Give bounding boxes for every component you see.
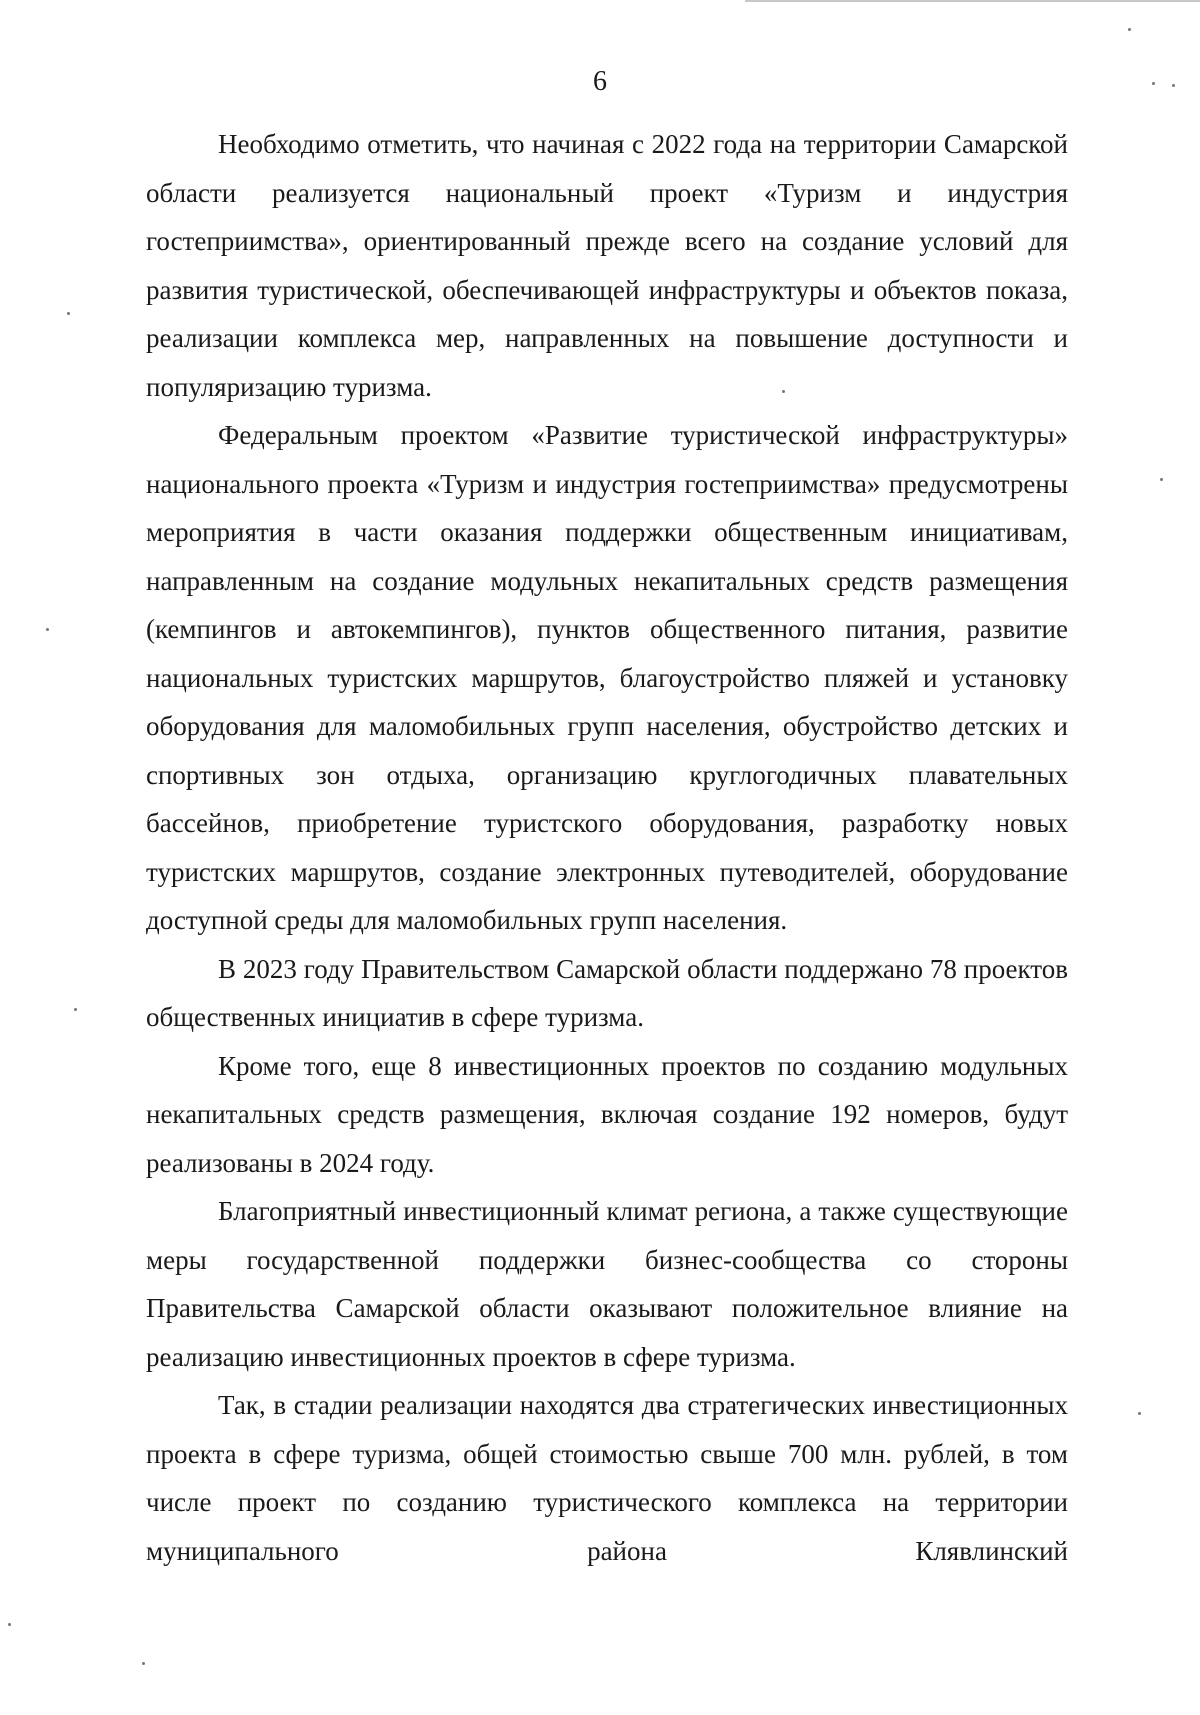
page-number: 6	[593, 66, 607, 97]
paragraph: Благоприятный инвестиционный климат региона, а также существующие меры государственной поддержки бизнес-сообщества со стороны Правительства Самарской области оказывают положительное влияние на реализацию инвестиционных проектов в сфере туризма.	[146, 1196, 1068, 1372]
paragraph: Так, в стадии реализации находятся два стратегических инвестиционных проекта в сфере туризма, общей стоимостью свыше 700 млн. рублей, в том числе проект по созданию туристического комплекса на территории муниципального района Клявлинский	[146, 1390, 1068, 1566]
scan-speck	[46, 628, 49, 631]
document-body	[146, 120, 1068, 1575]
paragraph: Кроме того, еще 8 инвестиционных проектов по созданию модульных некапитальных средств размещения, включая создание 192 номеров, будут реализованы в 2024 году.	[146, 1050, 1068, 1178]
scan-speck	[1128, 28, 1131, 31]
scan-speck	[142, 1662, 145, 1665]
paragraph: В 2023 году Правительством Самарской области поддержано 78 проектов общественных инициатив в сфере туризма.	[146, 953, 1068, 1032]
scan-speck	[1138, 1412, 1141, 1415]
scan-speck	[1160, 478, 1163, 481]
scan-speck	[8, 1623, 11, 1626]
scan-edge-line	[745, 0, 1200, 2]
scan-speck	[74, 1008, 77, 1011]
paragraph: Федеральным проектом «Развитие туристической инфраструктуры» национального проекта «Туризм и индустрия гостеприимства» предусмотрены мероприятия в части оказания поддержки общественным инициативам, направленным на создание модульных некапитальных средств размещения (кемпингов и автокемпингов), пунктов общественного питания, развитие национальных туристских маршрутов, благоустройство пляжей и установку оборудования для маломобильных групп населения, обустройство детских и спортивных зон отдыха, организацию круглогодичных плавательных бассейнов, приобретение туристского оборудования, разработку новых туристских маршрутов, создание электронных путеводителей, оборудование доступной среды для маломобильных групп населения.	[146, 420, 1068, 935]
scan-speck	[67, 312, 70, 315]
paragraph: Необходимо отметить, что начиная с 2022 года на территории Самарской области реализуется национальный проект «Туризм и индустрия гостеприимства», ориентированный прежде всего на создание условий для развития туристической, обеспечивающей инфраструктуры и объектов показа, реализации комплекса мер, направленных на повышение доступности и популяризацию туризма.	[146, 129, 1068, 402]
